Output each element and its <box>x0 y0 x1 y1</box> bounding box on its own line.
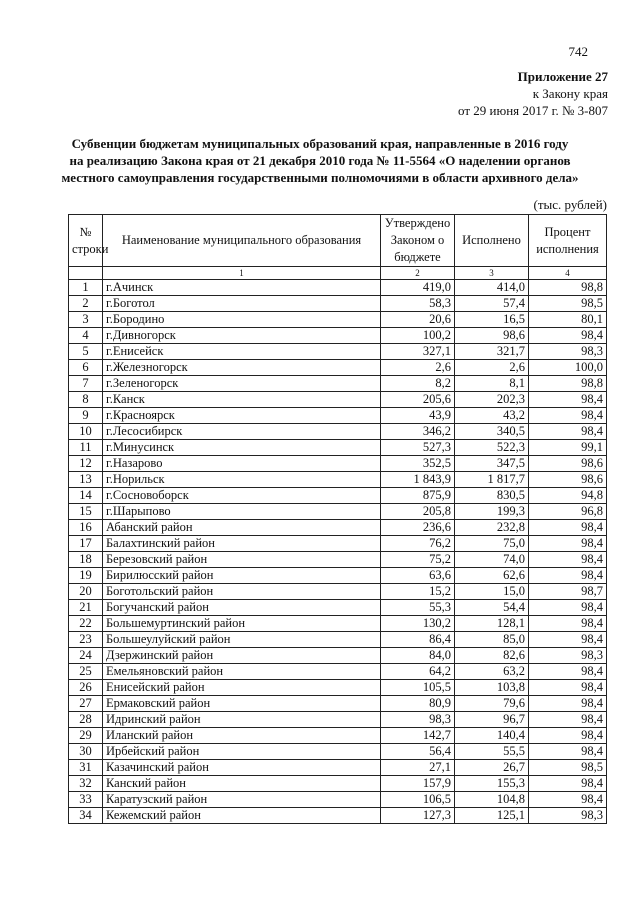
execution-percent: 98,6 <box>529 472 607 488</box>
execution-percent: 96,8 <box>529 504 607 520</box>
table-row <box>69 376 607 392</box>
executed-amount: 340,5 <box>455 424 529 440</box>
executed-amount: 321,7 <box>455 344 529 360</box>
executed-amount: 16,5 <box>455 312 529 328</box>
municipality-name: Каратузский район <box>103 792 381 808</box>
municipality-name: Канский район <box>103 776 381 792</box>
executed-amount: 202,3 <box>455 392 529 408</box>
table-row <box>69 728 607 744</box>
row-number: 19 <box>69 568 103 584</box>
table-row <box>69 520 607 536</box>
execution-percent: 98,4 <box>529 392 607 408</box>
execution-percent: 98,4 <box>529 568 607 584</box>
header-executed: Исполнено <box>455 215 529 267</box>
execution-percent: 98,4 <box>529 664 607 680</box>
table-body <box>69 280 607 824</box>
table-row <box>69 296 607 312</box>
approved-amount: 105,5 <box>381 680 455 696</box>
table-row <box>69 664 607 680</box>
executed-amount: 62,6 <box>455 568 529 584</box>
municipality-name: г.Енисейск <box>103 344 381 360</box>
approved-amount: 352,5 <box>381 456 455 472</box>
executed-amount: 140,4 <box>455 728 529 744</box>
table-row <box>69 616 607 632</box>
execution-percent: 98,4 <box>529 424 607 440</box>
row-number: 13 <box>69 472 103 488</box>
row-number: 26 <box>69 680 103 696</box>
column-number <box>69 267 103 280</box>
table-row <box>69 584 607 600</box>
approved-amount: 27,1 <box>381 760 455 776</box>
executed-amount: 57,4 <box>455 296 529 312</box>
row-number: 17 <box>69 536 103 552</box>
table-row <box>69 712 607 728</box>
execution-percent: 98,4 <box>529 744 607 760</box>
approved-amount: 205,6 <box>381 392 455 408</box>
municipality-name: г.Канск <box>103 392 381 408</box>
executed-amount: 414,0 <box>455 280 529 296</box>
executed-amount: 79,6 <box>455 696 529 712</box>
municipality-name: Ирбейский район <box>103 744 381 760</box>
municipality-name: Большеулуйский район <box>103 632 381 648</box>
municipality-name: Емельяновский район <box>103 664 381 680</box>
table-row <box>69 776 607 792</box>
table-row <box>69 696 607 712</box>
execution-percent: 100,0 <box>529 360 607 376</box>
executed-amount: 55,5 <box>455 744 529 760</box>
approved-amount: 80,9 <box>381 696 455 712</box>
approved-amount: 236,6 <box>381 520 455 536</box>
executed-amount: 232,8 <box>455 520 529 536</box>
execution-percent: 98,4 <box>529 776 607 792</box>
approved-amount: 527,3 <box>381 440 455 456</box>
row-number: 23 <box>69 632 103 648</box>
table-row <box>69 408 607 424</box>
execution-percent: 94,8 <box>529 488 607 504</box>
municipality-name: г.Шарыпово <box>103 504 381 520</box>
approved-amount: 327,1 <box>381 344 455 360</box>
execution-percent: 98,4 <box>529 616 607 632</box>
execution-percent: 98,7 <box>529 584 607 600</box>
approved-amount: 64,2 <box>381 664 455 680</box>
executed-amount: 2,6 <box>455 360 529 376</box>
table-row <box>69 392 607 408</box>
approved-amount: 205,8 <box>381 504 455 520</box>
execution-percent: 98,5 <box>529 760 607 776</box>
executed-amount: 63,2 <box>455 664 529 680</box>
executed-amount: 830,5 <box>455 488 529 504</box>
execution-percent: 98,3 <box>529 808 607 824</box>
execution-percent: 98,4 <box>529 328 607 344</box>
row-number: 5 <box>69 344 103 360</box>
municipality-name: г.Ачинск <box>103 280 381 296</box>
appendix-law-date: от 29 июня 2017 г. № 3-807 <box>458 103 608 118</box>
approved-amount: 58,3 <box>381 296 455 312</box>
executed-amount: 43,2 <box>455 408 529 424</box>
table-row <box>69 808 607 824</box>
approved-amount: 130,2 <box>381 616 455 632</box>
municipality-name: Иланский район <box>103 728 381 744</box>
approved-amount: 76,2 <box>381 536 455 552</box>
execution-percent: 98,5 <box>529 296 607 312</box>
document-title <box>40 135 600 186</box>
table-row <box>69 744 607 760</box>
executed-amount: 98,6 <box>455 328 529 344</box>
approved-amount: 15,2 <box>381 584 455 600</box>
execution-percent: 99,1 <box>529 440 607 456</box>
executed-amount: 199,3 <box>455 504 529 520</box>
row-number: 18 <box>69 552 103 568</box>
executed-amount: 74,0 <box>455 552 529 568</box>
row-number: 32 <box>69 776 103 792</box>
row-number: 9 <box>69 408 103 424</box>
column-number: 3 <box>455 267 529 280</box>
approved-amount: 55,3 <box>381 600 455 616</box>
municipality-name: Боготольский район <box>103 584 381 600</box>
units-label: (тыс. рублей) <box>533 197 607 212</box>
row-number: 33 <box>69 792 103 808</box>
executed-amount: 75,0 <box>455 536 529 552</box>
municipality-name: Абанский район <box>103 520 381 536</box>
row-number: 31 <box>69 760 103 776</box>
row-number: 14 <box>69 488 103 504</box>
row-number: 34 <box>69 808 103 824</box>
table-row <box>69 280 607 296</box>
executed-amount: 155,3 <box>455 776 529 792</box>
municipality-name: Большемуртинский район <box>103 616 381 632</box>
row-number: 6 <box>69 360 103 376</box>
table-row <box>69 632 607 648</box>
row-number: 2 <box>69 296 103 312</box>
table-row <box>69 504 607 520</box>
execution-percent: 98,4 <box>529 632 607 648</box>
row-number: 1 <box>69 280 103 296</box>
row-number: 25 <box>69 664 103 680</box>
executed-amount: 82,6 <box>455 648 529 664</box>
approved-amount: 98,3 <box>381 712 455 728</box>
table-row <box>69 552 607 568</box>
row-number: 27 <box>69 696 103 712</box>
approved-amount: 346,2 <box>381 424 455 440</box>
executed-amount: 26,7 <box>455 760 529 776</box>
execution-percent: 98,4 <box>529 408 607 424</box>
page-number: 742 <box>568 44 588 59</box>
approved-amount: 75,2 <box>381 552 455 568</box>
header-approved: Утверждено Законом о бюджете <box>381 215 455 267</box>
municipality-name: г.Сосновоборск <box>103 488 381 504</box>
approved-amount: 1 843,9 <box>381 472 455 488</box>
approved-amount: 86,4 <box>381 632 455 648</box>
column-number: 2 <box>381 267 455 280</box>
table-row <box>69 488 607 504</box>
municipality-name: г.Бородино <box>103 312 381 328</box>
approved-amount: 419,0 <box>381 280 455 296</box>
column-number: 1 <box>103 267 381 280</box>
municipality-name: г.Красноярск <box>103 408 381 424</box>
row-number: 10 <box>69 424 103 440</box>
execution-percent: 80,1 <box>529 312 607 328</box>
execution-percent: 98,4 <box>529 536 607 552</box>
municipality-name: г.Железногорск <box>103 360 381 376</box>
executed-amount: 125,1 <box>455 808 529 824</box>
approved-amount: 2,6 <box>381 360 455 376</box>
executed-amount: 522,3 <box>455 440 529 456</box>
municipality-name: Богучанский район <box>103 600 381 616</box>
municipality-name: Дзержинский район <box>103 648 381 664</box>
row-number: 29 <box>69 728 103 744</box>
table-row <box>69 648 607 664</box>
table-row <box>69 456 607 472</box>
table-row <box>69 760 607 776</box>
municipality-name: Балахтинский район <box>103 536 381 552</box>
approved-amount: 63,6 <box>381 568 455 584</box>
municipality-name: Идринский район <box>103 712 381 728</box>
execution-percent: 98,4 <box>529 680 607 696</box>
executed-amount: 54,4 <box>455 600 529 616</box>
executed-amount: 85,0 <box>455 632 529 648</box>
column-number: 4 <box>529 267 607 280</box>
appendix-block <box>458 68 608 119</box>
executed-amount: 103,8 <box>455 680 529 696</box>
execution-percent: 98,8 <box>529 280 607 296</box>
table-row <box>69 472 607 488</box>
executed-amount: 96,7 <box>455 712 529 728</box>
municipality-name: Бирилюсский район <box>103 568 381 584</box>
municipality-name: г.Минусинск <box>103 440 381 456</box>
municipality-name: г.Норильск <box>103 472 381 488</box>
municipality-name: г.Зеленогорск <box>103 376 381 392</box>
executed-amount: 8,1 <box>455 376 529 392</box>
table-row <box>69 360 607 376</box>
row-number: 16 <box>69 520 103 536</box>
table-row <box>69 680 607 696</box>
title-line-2: на реализацию Закона края от 21 декабря 2010 года № 11-5564 «О наделении органов <box>69 153 571 168</box>
approved-amount: 142,7 <box>381 728 455 744</box>
approved-amount: 56,4 <box>381 744 455 760</box>
approved-amount: 127,3 <box>381 808 455 824</box>
executed-amount: 1 817,7 <box>455 472 529 488</box>
table-row <box>69 440 607 456</box>
municipality-name: г.Лесосибирск <box>103 424 381 440</box>
executed-amount: 15,0 <box>455 584 529 600</box>
municipality-name: Березовский район <box>103 552 381 568</box>
execution-percent: 98,4 <box>529 552 607 568</box>
execution-percent: 98,4 <box>529 792 607 808</box>
approved-amount: 8,2 <box>381 376 455 392</box>
row-number: 28 <box>69 712 103 728</box>
header-row-number: № строки <box>69 215 103 267</box>
execution-percent: 98,8 <box>529 376 607 392</box>
execution-percent: 98,4 <box>529 728 607 744</box>
appendix-law-ref: к Закону края <box>532 86 608 101</box>
table-row <box>69 568 607 584</box>
table-column-numbers-row <box>69 267 607 280</box>
executed-amount: 347,5 <box>455 456 529 472</box>
municipality-name: г.Боготол <box>103 296 381 312</box>
row-number: 3 <box>69 312 103 328</box>
approved-amount: 106,5 <box>381 792 455 808</box>
row-number: 24 <box>69 648 103 664</box>
table-row <box>69 600 607 616</box>
row-number: 8 <box>69 392 103 408</box>
row-number: 7 <box>69 376 103 392</box>
municipality-name: Ермаковский район <box>103 696 381 712</box>
table-row <box>69 312 607 328</box>
table-row <box>69 424 607 440</box>
municipality-name: Енисейский район <box>103 680 381 696</box>
executed-amount: 128,1 <box>455 616 529 632</box>
municipality-name: Казачинский район <box>103 760 381 776</box>
execution-percent: 98,4 <box>529 696 607 712</box>
approved-amount: 875,9 <box>381 488 455 504</box>
table-row <box>69 792 607 808</box>
title-line-3: местного самоуправления государственными полномочиями в области архивного дела» <box>61 170 579 185</box>
row-number: 12 <box>69 456 103 472</box>
title-line-1: Субвенции бюджетам муниципальных образований края, направленные в 2016 году <box>71 136 569 151</box>
executed-amount: 104,8 <box>455 792 529 808</box>
table-header-row <box>69 215 607 267</box>
municipality-name: г.Дивногорск <box>103 328 381 344</box>
row-number: 22 <box>69 616 103 632</box>
appendix-title: Приложение 27 <box>517 69 608 84</box>
row-number: 4 <box>69 328 103 344</box>
approved-amount: 100,2 <box>381 328 455 344</box>
approved-amount: 84,0 <box>381 648 455 664</box>
municipality-name: Кежемский район <box>103 808 381 824</box>
execution-percent: 98,3 <box>529 648 607 664</box>
execution-percent: 98,6 <box>529 456 607 472</box>
approved-amount: 43,9 <box>381 408 455 424</box>
execution-percent: 98,4 <box>529 520 607 536</box>
municipality-name: г.Назарово <box>103 456 381 472</box>
table-row <box>69 328 607 344</box>
row-number: 20 <box>69 584 103 600</box>
row-number: 15 <box>69 504 103 520</box>
header-municipality: Наименование муниципального образования <box>103 215 381 267</box>
table-row <box>69 536 607 552</box>
row-number: 11 <box>69 440 103 456</box>
approved-amount: 157,9 <box>381 776 455 792</box>
execution-percent: 98,3 <box>529 344 607 360</box>
execution-percent: 98,4 <box>529 712 607 728</box>
approved-amount: 20,6 <box>381 312 455 328</box>
subsidies-table <box>68 214 607 824</box>
table-row <box>69 344 607 360</box>
row-number: 21 <box>69 600 103 616</box>
row-number: 30 <box>69 744 103 760</box>
execution-percent: 98,4 <box>529 600 607 616</box>
header-percent: Процент исполнения <box>529 215 607 267</box>
